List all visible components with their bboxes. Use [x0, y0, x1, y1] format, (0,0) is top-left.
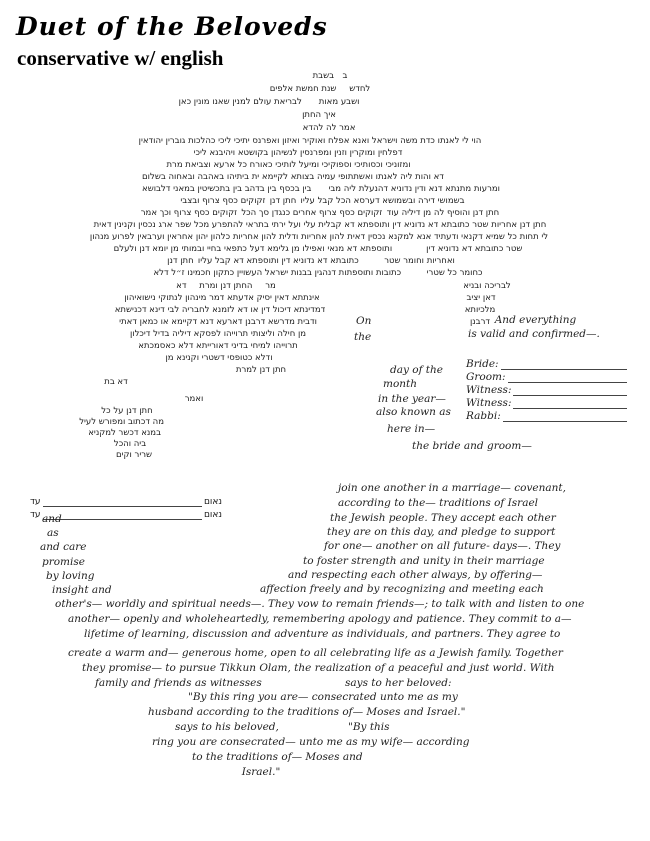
- hebrew-line: ואחריות וחומר שטר כתובתא דא נדוניא דין ותוספתא דא קבל עליו חתן דנן: [167, 256, 455, 266]
- english-line: another— openly and wholeheartedly, remembering apology and patience. They commit to a—: [68, 613, 572, 625]
- hebrew-line: מלכיותא: [464, 305, 496, 315]
- hebrew-line: בשמושי דירה ובשמושא דערסא הכל קבל עליו חתן דנן זקוקים כסף צרוף ובצבי: [180, 196, 465, 206]
- hebrew-line: מר החתן דנן ומרת דא: [176, 281, 276, 291]
- hebrew-line: תרוייהו למיחי בדיני דאורייתא דלא כאסמכתא: [138, 341, 298, 351]
- form-field-row: [466, 396, 627, 409]
- english-overlap-line: day of the: [390, 364, 443, 376]
- hebrew-line: דא והות ליה לאנתו ואשתתופי עמיה בצותא לקיימא ית ביתיהו באהבה ובאחוה בשלום: [142, 172, 444, 182]
- witness-ed-word: עד: [30, 510, 41, 520]
- hebrew-line: כחומר כל שטרי כתובות ותוספתות דנהגין בבנות ישראל העשויין כתקון חכמינו ז״ל דלא: [153, 268, 483, 278]
- english-line: for one— another on all future- days—. They: [324, 540, 561, 552]
- english-line: they promise— to pursue Tikkun Olam, the realization of a peaceful and just world. With: [82, 662, 555, 674]
- hebrew-line: אינתתא דאין יסיק אדעתא דמר מינהון לנתוקי נישואיהון: [124, 293, 320, 303]
- english-overlap-line: is valid and confirmed—.: [468, 328, 600, 340]
- hebrew-line: דמדינתא דיכול דין או דא לזמנא לחבריה לבי דינא דכנישתא: [114, 305, 326, 315]
- english-line: the Jewish people. They accept each other: [330, 512, 556, 524]
- witness-signature-row: [28, 495, 224, 507]
- hebrew-line: חתן דנן למרת: [235, 365, 287, 375]
- english-line: join one another in a marriage— covenant,: [338, 482, 566, 494]
- form-field-row: [466, 357, 627, 370]
- hebrew-line: הוי לי לאנתו כדת משה וישראל ואנא אפלח ואוקיר ואיזון ואפרנס יתיכי ליכי כהלכות גוברין יהודאין: [138, 136, 482, 146]
- english-line: affection freely and by recognizing and meeting each: [260, 583, 544, 595]
- hebrew-line: אמר לה להדא: [302, 123, 356, 133]
- witness-ed-word: עד: [30, 497, 41, 507]
- hebrew-line: ודבית מדרשא דרבנן דארעא דנא דקיימא או כמאן דאתי: [119, 317, 317, 327]
- english-line: other's— worldly and spiritual needs—. They vow to remain friends—; to talk with and listen to one: [55, 598, 585, 610]
- english-line: family and friends as witnesses: [95, 677, 262, 689]
- hebrew-line: דפלחין ומוקרין וזנין ומפרנסין לנשיהון בקושטא ויהיבנא ליכי: [193, 148, 403, 158]
- hebrew-line: ב בשבת: [312, 71, 348, 81]
- english-overlap-line: in the year—: [378, 393, 446, 405]
- english-overlap-line: month: [383, 378, 418, 390]
- english-line: to the traditions of— Moses and: [192, 751, 363, 763]
- hebrew-line: לי תחות כל שמיא דקנאי ודעתיד אנא למקנא נכסין דאית להון אחריות ודלית להון אחריות כלהון יהון אחראין וערבאין לפרוע מנהון: [89, 232, 549, 242]
- form-field-label: Witness:: [466, 397, 512, 409]
- form-field-label: Rabbi:: [466, 410, 501, 422]
- hebrew-line: ודלא כטופסי דשטרי וקנינא מן: [165, 353, 273, 363]
- english-line: and: [42, 513, 62, 525]
- form-field-blank: [513, 384, 627, 396]
- hebrew-line: חתן דנן אחריות שטר כתובתא דא נדוניא דין ותוספתא דא קבלית עלי ועל ירתי בתראי להתפרע מכל שפר ארג נכסין וקנינין דאית: [93, 220, 547, 230]
- hebrew-line: דא בת: [104, 377, 128, 387]
- page-title: Duet of the Beloveds: [16, 12, 328, 41]
- english-line: says to his beloved,: [175, 721, 279, 733]
- english-line: to foster strength and unity in their marriage: [303, 555, 545, 567]
- form-field-blank: [508, 371, 627, 383]
- form-field-blank: [513, 397, 627, 409]
- hebrew-line: דאן יציב: [466, 293, 496, 303]
- hebrew-line: ומרעות מתנתא דנא ודין נדוניא דהנעלת ליה מבי בין בכסף בין בדהב בין בתכשיטין במאני דלבושא: [142, 184, 500, 194]
- english-line: Israel.": [241, 766, 281, 778]
- english-overlap-line: the bride and groom—: [412, 440, 532, 452]
- form-field-label: Witness:: [466, 384, 512, 396]
- english-overlap-line: also known as: [376, 406, 451, 418]
- hebrew-line: חתן דנן על כל: [101, 406, 153, 416]
- english-line: says to her beloved:: [345, 677, 452, 689]
- english-line: and respecting each other always, by offering—: [288, 569, 543, 581]
- witness-naum-word: נאום: [203, 497, 222, 507]
- page-subtitle: conservative w/ english: [17, 46, 224, 70]
- hebrew-line: ושבע מאות לבריאת עולם למנין שאנו מונין כאן: [178, 97, 360, 107]
- hebrew-line: מן חילה וליצותי תרוייהו לפסקא דיליה בדיל דיכלון: [129, 329, 307, 339]
- hebrew-line: ואמר: [184, 394, 204, 404]
- english-line: promise: [42, 556, 85, 568]
- english-line: they are on this day, and pledge to support: [327, 526, 556, 538]
- form-field-blank: [503, 410, 627, 422]
- english-line: husband according to the traditions of— Moses and Israel.": [148, 706, 466, 718]
- hebrew-line: לחדש שנת חמשת אלפים: [269, 84, 371, 94]
- witness-signature-blank: [43, 496, 202, 507]
- english-line: as: [47, 527, 59, 539]
- english-overlap-line: the: [354, 331, 372, 343]
- form-field-row: [466, 383, 627, 396]
- english-line: ring you are consecrated— unto me as my wife— according: [152, 736, 470, 748]
- form-field-blank: [501, 358, 627, 370]
- english-line: create a warm and— generous home, open to all celebrating life as a Jewish family. Together: [68, 647, 563, 659]
- hebrew-line: שריר וקים: [115, 450, 153, 460]
- hebrew-line: דרבנן: [469, 317, 491, 327]
- english-line: and care: [40, 541, 87, 553]
- hebrew-line: ומזוניכי וכסותיכי וספוקיכי ומיעל לותיכי כאורח כל ארעא וצביאת מרת: [166, 160, 411, 170]
- english-line: "By this ring you are— consecrated unto me as my: [188, 691, 458, 703]
- english-overlap-line: On: [356, 315, 372, 327]
- english-line: "By this: [348, 721, 390, 733]
- form-field-label: Groom:: [466, 371, 506, 383]
- english-line: according to the— traditions of Israel: [337, 497, 539, 509]
- witness-naum-word: נאום: [203, 510, 222, 520]
- hebrew-line: חתן דנן והוסיף לה מן דיליה עוד זקוקים כסף צרוף אחרים כנגדן סך הכל זקוקים כסף צרוף וכך אמר: [140, 208, 500, 218]
- hebrew-line: איך החתן: [302, 110, 336, 120]
- hebrew-line: במנא דכשר למקניא: [88, 428, 161, 438]
- hebrew-line: לבריכה ובניא: [463, 281, 511, 291]
- hebrew-line: שטר כתובתא דא נדוניא דין ותוספתא דא מנאי ואפילו מן גלימא דעל כתפאי בחיי ובמותי מן יומא דנן ולעלם: [113, 244, 523, 254]
- english-line: by loving: [46, 570, 95, 582]
- form-field-row: [466, 409, 627, 422]
- hebrew-line: מה דכתוב ומפורש לעיל: [79, 417, 164, 427]
- english-overlap-line: here in—: [387, 423, 436, 435]
- form-field-label: Bride:: [466, 358, 499, 370]
- english-overlap-line: And everything: [494, 314, 577, 326]
- english-line: insight and: [52, 584, 112, 596]
- english-line: lifetime of learning, discussion and adventure as individuals, and partners. They agree to: [84, 628, 561, 640]
- form-field-row: [466, 370, 627, 383]
- hebrew-line: ביה והכל: [113, 439, 147, 449]
